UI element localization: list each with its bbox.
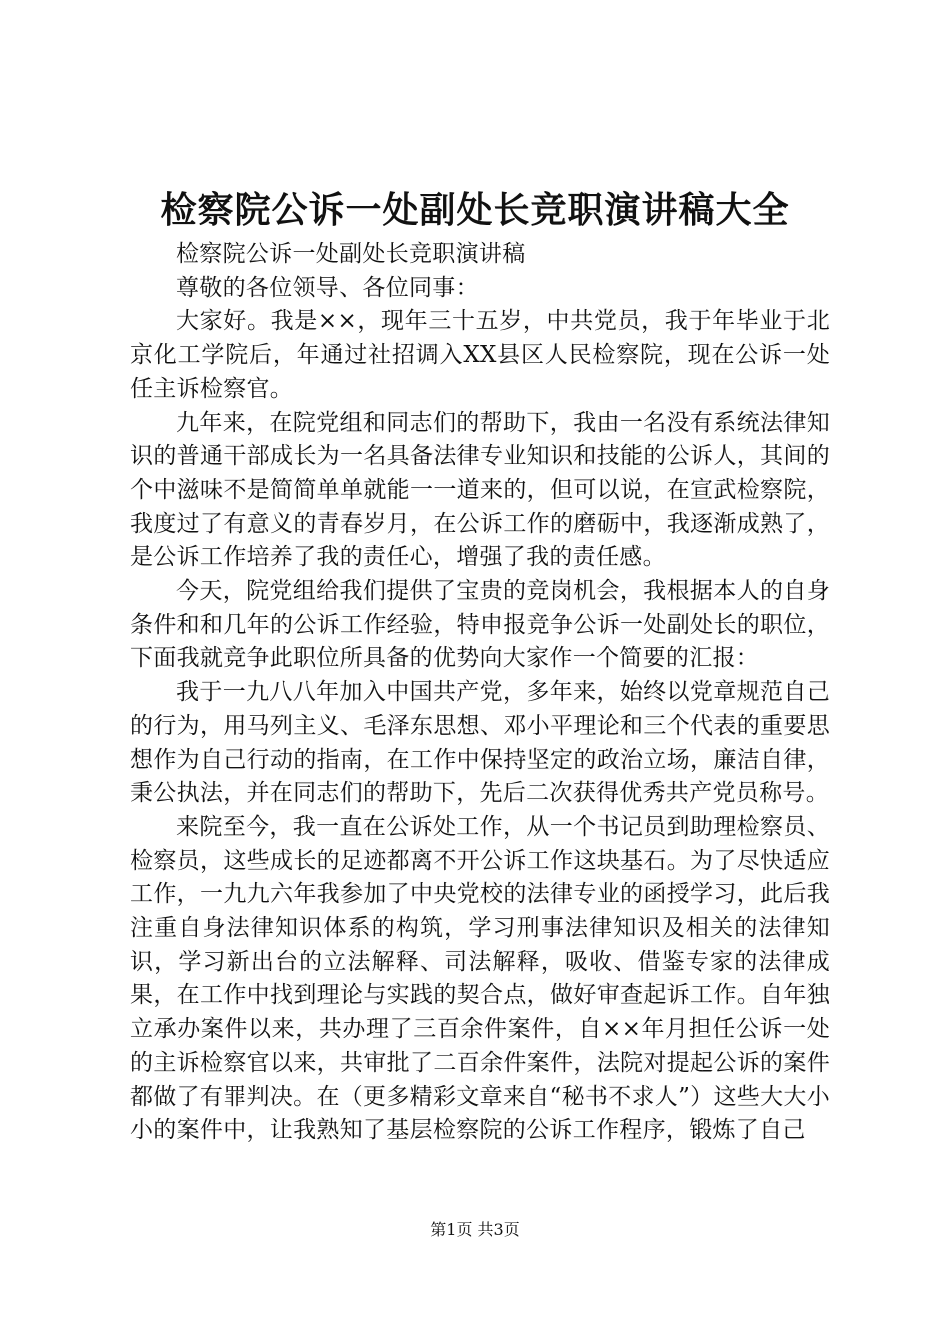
document-title: 检察院公诉一处副处长竞职演讲稿大全 xyxy=(160,189,790,231)
page-number-footer: 第1页 共3页 xyxy=(430,1220,520,1239)
paragraph-subtitle: 检察院公诉一处副处长竞职演讲稿 xyxy=(176,241,526,267)
paragraph-intro: 大家好。我是××，现年三十五岁，中共党员，我于年毕业于北京化工学院后，年通过社招调入XX县区人民检察院，现在公诉一处任主诉检察官。 xyxy=(130,308,830,402)
paragraph-today: 今天，院党组给我们提供了宝贵的竞岗机会，我根据本人的自身条件和和几年的公诉工作经验，特申报竞争公诉一处副处长的职位，下面我就竞争此职位所具备的优势向大家作一个简要的汇报： xyxy=(130,578,830,672)
paragraph-career: 来院至今，我一直在公诉处工作，从一个书记员到助理检察员、检察员，这些成长的足迹都离不开公诉工作这块基石。为了尽快适应工作，一九九六年我参加了中央党校的法律专业的函授学习，此后我注重自身法律知识体系的构筑，学习刑事法律知识及相关的法律知识，学习新出台的立法解释、司法解释，吸收、借鉴专家的法律成果，在工作中找到理论与实践的契合点，做好审查起诉工作。自年独立承办案件以来，共办理了三百余件案件，自××年月担任公诉一处的主诉检察官以来，共审批了二百余件案件，法院对提起公诉的案件都做了有罪判决。在（更多精彩文章来自“秘书不求人”）这些大大小小的案件中，让我熟知了基层检察院的公诉工作程序，锻炼了自己 xyxy=(130,813,830,1144)
paragraph-nine-years: 九年来，在院党组和同志们的帮助下，我由一名没有系统法律知识的普通干部成长为一名具备法律专业知识和技能的公诉人，其间的个中滋味不是简简单单就能一一道来的，但可以说，在宣武检察院，我度过了有意义的青春岁月，在公诉工作的磨砺中，我逐渐成熟了，是公诉工作培养了我的责任心，增强了我的责任感。 xyxy=(130,409,830,571)
paragraph-salutation: 尊敬的各位领导、各位同事： xyxy=(176,274,479,301)
document-body xyxy=(130,238,830,1148)
paragraph-party: 我于一九八八年加入中国共产党，多年来，始终以党章规范自己的行为，用马列主义、毛泽东思想、邓小平理论和三个代表的重要思想作为自己行动的指南，在工作中保持坚定的政治立场，廉洁自律，秉公执法，并在同志们的帮助下，先后二次获得优秀共产党员称号。 xyxy=(130,679,830,807)
